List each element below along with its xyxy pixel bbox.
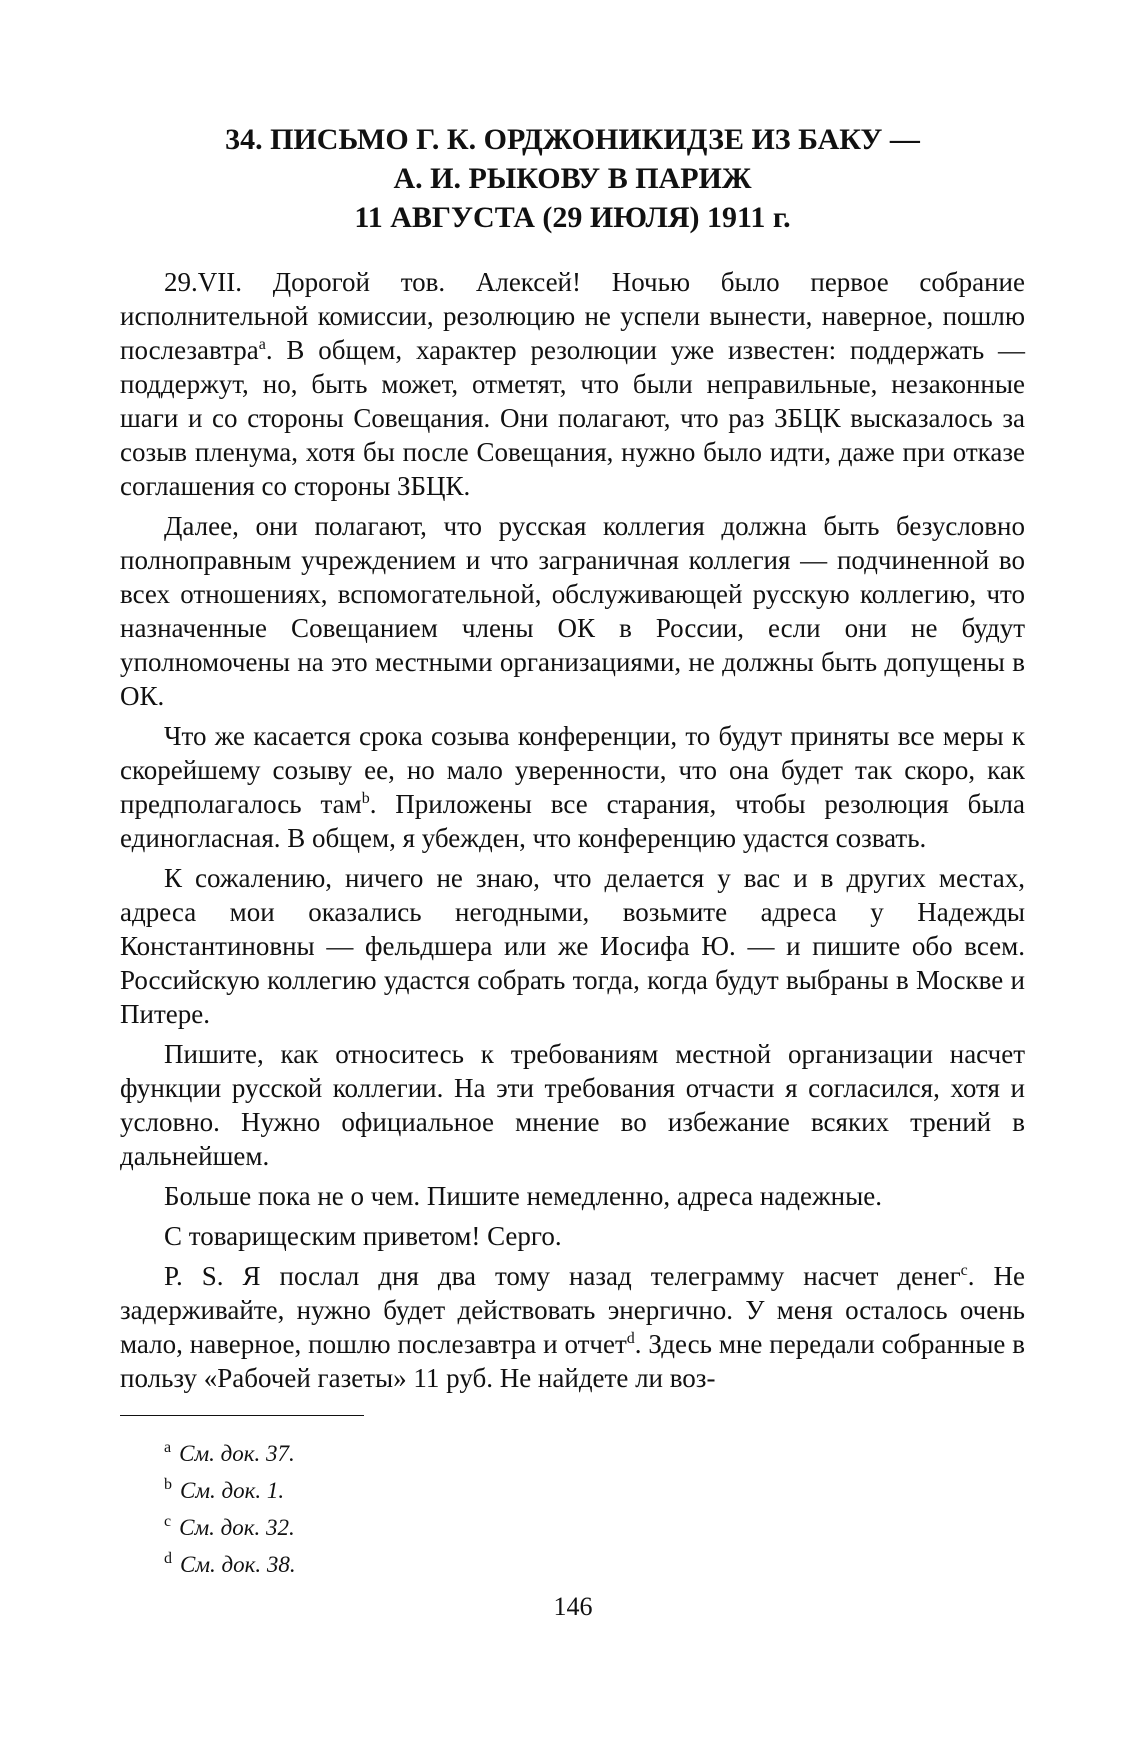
title-line-3: 11 АВГУСТА (29 ИЮЛЯ) 1911 г. — [354, 201, 791, 234]
footnote-divider — [120, 1415, 364, 1416]
page-number: 146 — [553, 1592, 593, 1621]
paragraph-5: Пишите, как относитесь к требованиям местной организации насчет функции русской коллегии. На эти требования отчасти я согласился, хотя и условно. Нужно официальное мнение во избежание всяких трений в дальнейшем. — [120, 1039, 1025, 1171]
footnote-text: См. док. 1. — [180, 1478, 285, 1503]
footnote-text: См. док. 37. — [179, 1441, 295, 1466]
paragraph-8-text-a: P. S. Я послал дня два тому назад телеграмму насчет денег — [164, 1261, 961, 1291]
footnote-ref-c: c — [960, 1262, 968, 1279]
document-title — [120, 120, 1025, 237]
paragraph-3 — [120, 719, 1025, 855]
footnote-text: См. док. 32. — [179, 1515, 295, 1540]
footnote-item — [120, 1469, 1025, 1506]
footnote-ref-b: b — [361, 790, 370, 807]
paragraph-3-text-b: . Приложены все старания, чтобы резолюция была единогласная. В общем, я убежден, что конференцию удастся созвать. — [120, 789, 1025, 853]
footnote-text: См. док. 38. — [180, 1552, 296, 1577]
footnote-ref-a: a — [258, 336, 266, 353]
paragraph-1-text-a: 29.VII. Дорогой тов. Алексей! Ночью было первое собрание исполнительной комиссии, резолюцию не успели вынести, наверное, пошлю послезавтра — [120, 267, 1025, 365]
footnote-mark: a — [164, 1439, 172, 1456]
title-line-1: 34. ПИСЬМО Г. К. ОРДЖОНИКИДЗЕ ИЗ БАКУ — — [225, 123, 920, 156]
paragraph-1-text-b: . В общем, характер резолюции уже известен: поддержать — поддержут, но, быть может, отметят, что были неправильные, незаконные шаги и со стороны Совещания. Они полагают, что раз ЗБЦК высказалось за созыв пленума, хотя бы после Совещания, нужно было идти, даже при отказе соглашения со стороны ЗБЦК. — [120, 335, 1025, 501]
paragraph-8 — [120, 1259, 1025, 1395]
footnote-item — [120, 1506, 1025, 1543]
title-line-2: А. И. РЫКОВУ В ПАРИЖ — [393, 162, 752, 195]
paragraph-4: К сожалению, ничего не знаю, что делается у вас и в других местах, адреса мои оказались негодными, возьмите адреса у Надежды Константиновны — фельдшера или же Иосифа Ю. — и пишите обо всем. Российскую коллегию удастся собрать тогда, когда будут выбраны в Москве и Питере. — [120, 863, 1025, 1029]
footnote-mark: d — [164, 1550, 172, 1567]
footnote-ref-d: d — [626, 1330, 635, 1347]
footnote-mark: c — [164, 1513, 172, 1530]
footnote-item — [120, 1543, 1025, 1580]
paragraph-2: Далее, они полагают, что русская коллегия должна быть безусловно полноправным учреждением и что заграничная коллегия — подчиненной во всех отношениях, вспомогательной, обслуживающей русскую коллегию, что назначенные Совещанием члены ОК в России, если они не будут уполномочены на это местными организациями, не должны быть допущены в ОК. — [120, 511, 1025, 711]
document-page — [120, 120, 1025, 1580]
paragraph-1 — [120, 265, 1025, 503]
paragraph-6: Больше пока не о чем. Пишите немедленно, адреса надежные. — [164, 1181, 882, 1211]
footnote-mark: b — [164, 1476, 172, 1493]
paragraph-8-text-c: . Здесь мне передали собранные в пользу «Рабочей газеты» 11 руб. Не найдете ли воз- — [120, 1329, 1025, 1393]
footnote-item — [120, 1432, 1025, 1469]
footnotes — [120, 1432, 1025, 1580]
paragraph-3-text-a: Что же касается срока созыва конференции, то будут приняты все меры к скорейшему созыву ее, но мало уверенности, что она будет так скоро, как предполагалось там — [120, 721, 1025, 819]
paragraph-8-text-b: . Не задерживайте, нужно будет действовать энергично. У меня осталось очень мало, наверное, пошлю послезавтра и отчет — [120, 1261, 1025, 1359]
paragraph-7: С товарищеским приветом! Серго. — [164, 1221, 562, 1251]
